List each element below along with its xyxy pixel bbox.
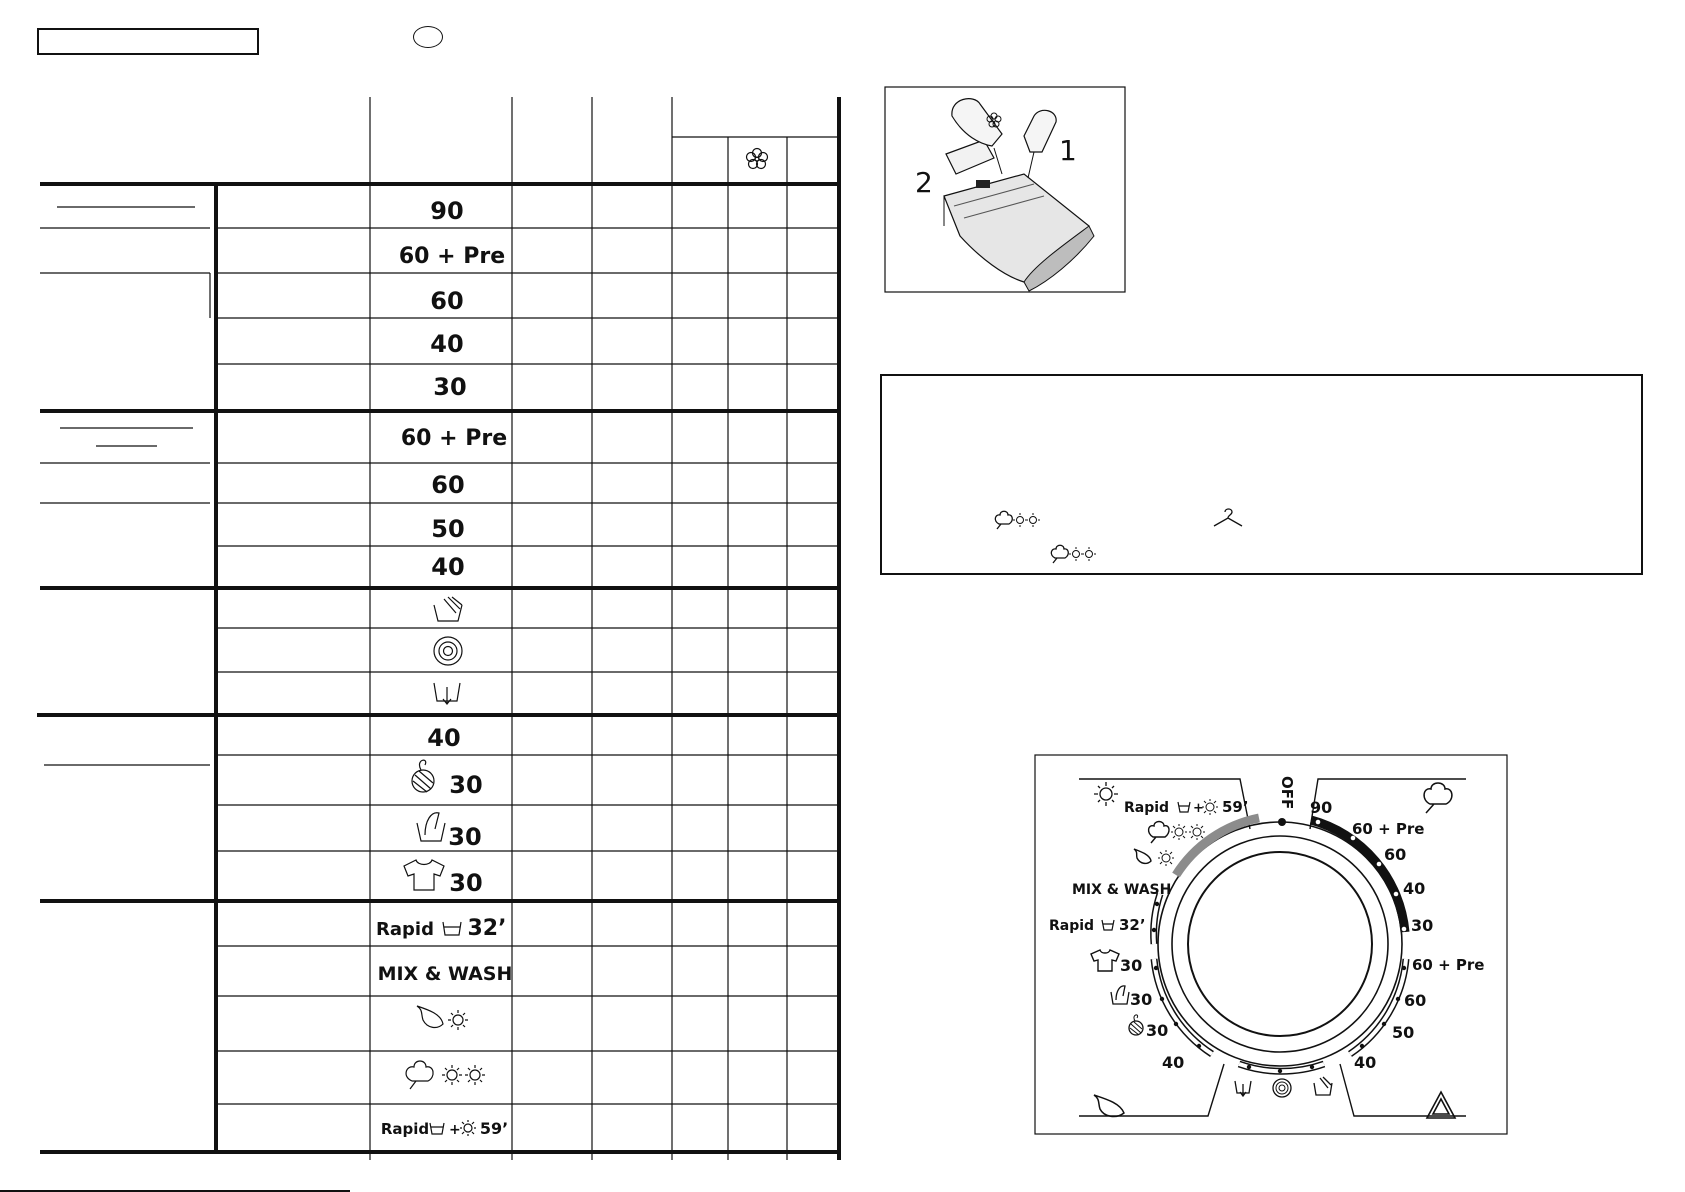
row-label-60: 60 xyxy=(430,287,464,315)
notice-box xyxy=(880,374,1644,576)
row-label-40-2: 40 xyxy=(431,553,465,581)
dial-label-handwash-30: 30 xyxy=(1130,990,1153,1009)
row-label-handwash-30: 30 xyxy=(448,823,482,851)
dial-label-rapid-32-suffix: 32’ xyxy=(1119,916,1146,934)
door-glass xyxy=(1188,852,1372,1036)
tub-plus-dry-icon xyxy=(1178,799,1218,816)
off-position xyxy=(1278,776,1296,826)
tub-plus-dry-icon xyxy=(430,1120,476,1138)
drain-icon xyxy=(1235,1081,1251,1096)
row-label-rapid-32-suffix: 32’ xyxy=(467,916,507,941)
drain-icon xyxy=(434,683,460,704)
rinse-icon xyxy=(434,597,462,621)
row-label-rapid-59-suffix: 59’ xyxy=(479,1119,509,1138)
dispenser-figure xyxy=(884,86,1126,293)
row-label-40: 40 xyxy=(430,330,464,358)
dial-label-30: 30 xyxy=(1411,916,1434,935)
dial-label-synthetic-60: 60 xyxy=(1404,991,1427,1010)
row-label-60-2: 60 xyxy=(431,471,465,499)
shirt-icon xyxy=(404,860,444,890)
feather-icon xyxy=(1094,1095,1124,1116)
cotton-dry-icon xyxy=(1149,822,1205,844)
spin-icon xyxy=(434,637,462,665)
flower-icon xyxy=(747,149,768,169)
row-label-40-3: 40 xyxy=(427,724,461,752)
row-label-90: 90 xyxy=(430,197,464,225)
spin-icon xyxy=(1273,1079,1291,1097)
delicate-dry-icon xyxy=(1134,849,1174,866)
wool-icon xyxy=(1129,1015,1143,1035)
row-label-rapid-59: Rapid xyxy=(380,1120,430,1138)
dial-label-wool-30: 30 xyxy=(1146,1021,1169,1040)
row-label-shirt-30: 30 xyxy=(449,869,483,897)
row-label-60-pre-2: 60 + Pre xyxy=(400,426,508,451)
row-label-mix-wash: MIX & WASH xyxy=(377,963,513,985)
cotton-dry-icon xyxy=(1051,545,1096,563)
program-dial xyxy=(1034,754,1508,1135)
dial-label-60-pre: 60 + Pre xyxy=(1352,820,1425,838)
dial-label-shirt-30: 30 xyxy=(1120,956,1143,975)
compartment-label-2: 2 xyxy=(915,166,933,199)
handwash-icon xyxy=(1111,986,1129,1004)
compartment-label-1: 1 xyxy=(1059,134,1077,167)
row-label-rapid-32: Rapid xyxy=(376,919,434,940)
dial-label-rapid-59-suffix: 59’ xyxy=(1222,798,1249,816)
tub-icon xyxy=(443,922,461,935)
dial-label-60: 60 xyxy=(1384,845,1407,864)
row-label-wool-30: 30 xyxy=(449,771,483,799)
wool-icon xyxy=(412,760,434,792)
cotton-icon xyxy=(1424,783,1452,813)
cotton-dry-icon xyxy=(995,511,1040,529)
rinse-icon xyxy=(1314,1077,1332,1095)
dial-label-90: 90 xyxy=(1310,798,1333,817)
dial-label-rapid-59: Rapid xyxy=(1124,800,1170,816)
off-label: OFF xyxy=(1278,776,1296,810)
tub-icon xyxy=(1102,920,1114,930)
dial-label-delicate-40: 40 xyxy=(1162,1053,1185,1072)
dial-label-40: 40 xyxy=(1403,879,1426,898)
svg-text:+: + xyxy=(1193,801,1204,816)
svg-text:+: + xyxy=(449,1122,461,1138)
dial-label-rapid-32: Rapid xyxy=(1049,918,1095,934)
sun-icon xyxy=(1094,782,1118,806)
dial-label-mix-wash: MIX & WASH xyxy=(1072,882,1172,898)
synthetic-triangle-icon xyxy=(1427,1092,1455,1118)
dial-label-synthetic-50: 50 xyxy=(1392,1023,1415,1042)
hanger-icon xyxy=(1214,509,1242,526)
dial-label-synthetic-40: 40 xyxy=(1354,1053,1377,1072)
delicate-dry-icon xyxy=(417,1006,468,1030)
cotton-dry-icon xyxy=(406,1061,485,1089)
row-label-60-pre: 60 + Pre xyxy=(398,244,506,269)
row-label-50: 50 xyxy=(431,515,465,543)
handwash-icon xyxy=(417,813,445,841)
row-label-30: 30 xyxy=(433,373,467,401)
dial-label-synthetic-60-pre: 60 + Pre xyxy=(1412,956,1485,974)
shirt-icon xyxy=(1091,950,1119,971)
